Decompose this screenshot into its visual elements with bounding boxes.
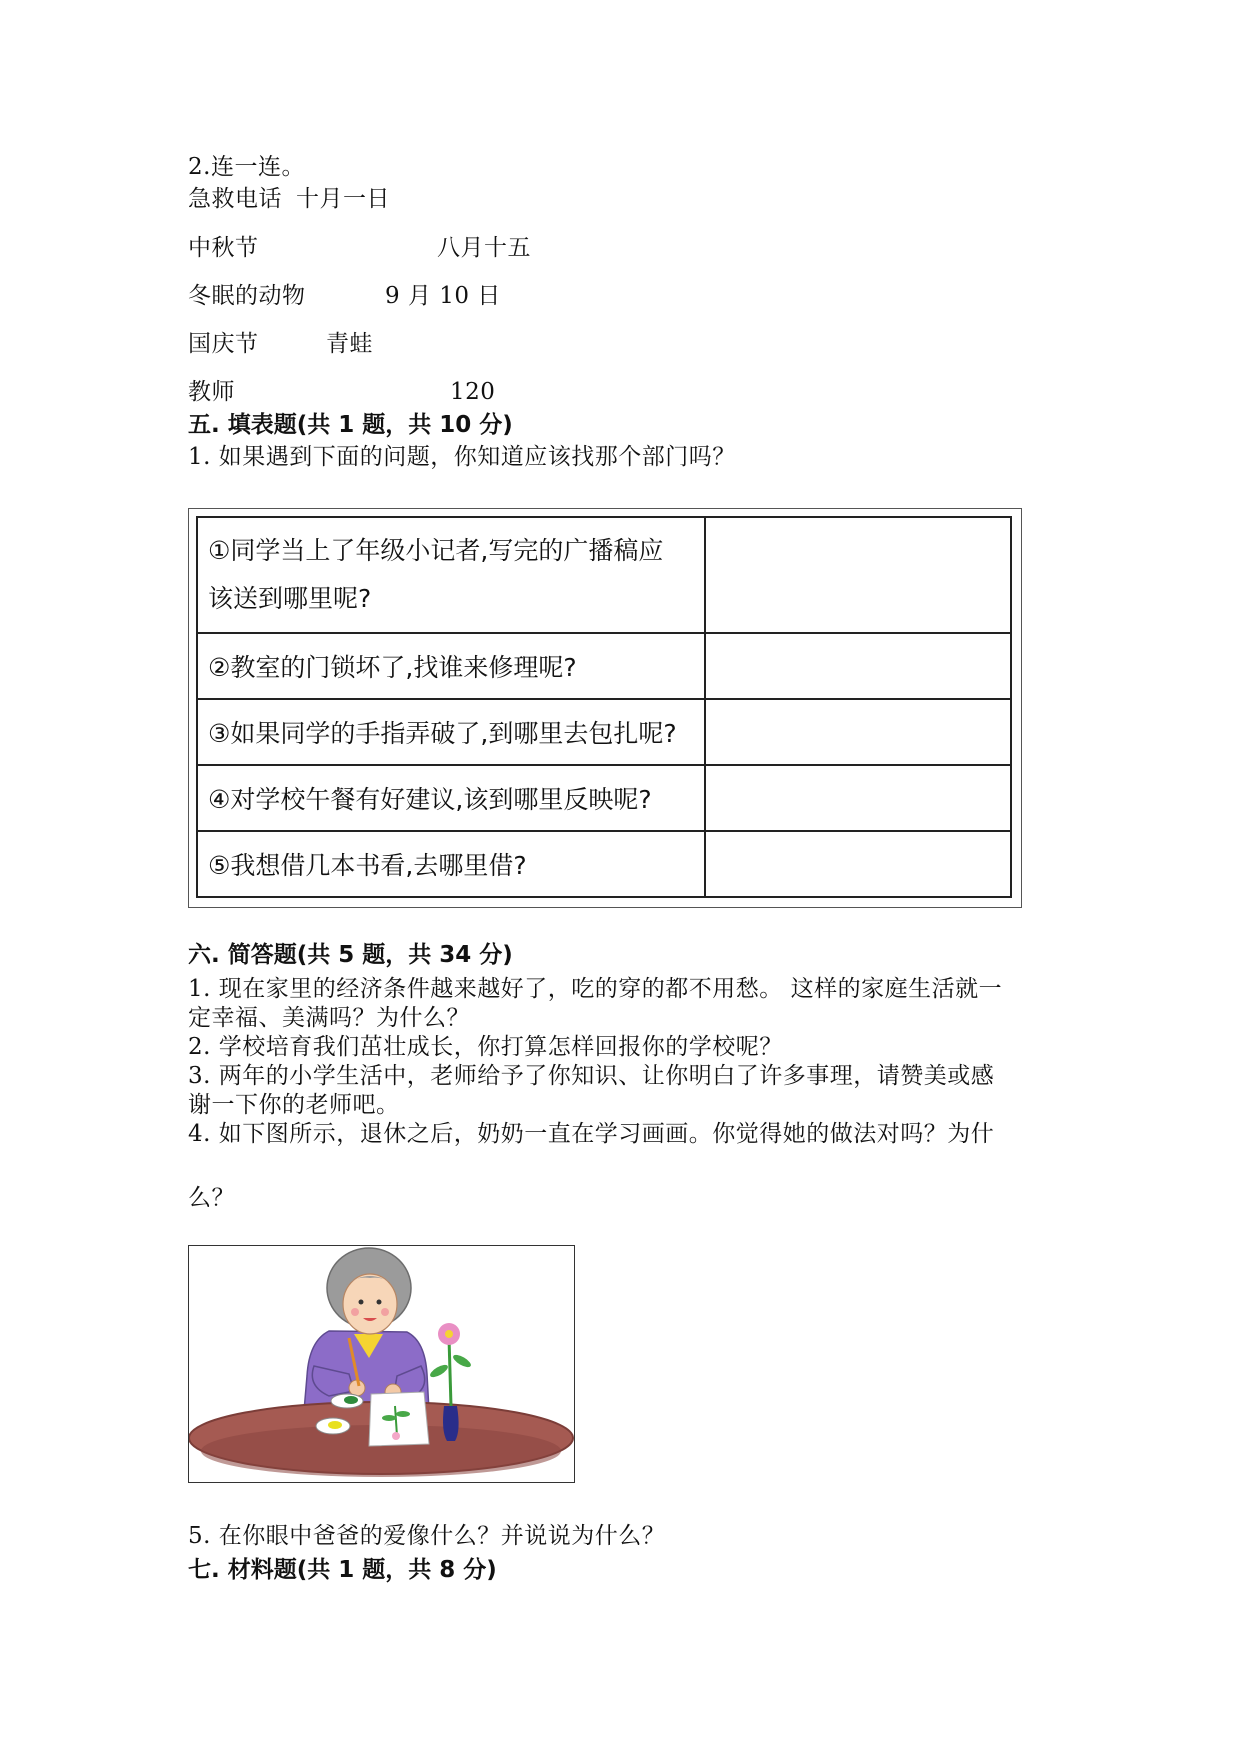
match-right-1: 十月一日 <box>296 186 390 212</box>
question-6-3-line-2: 谢一下你的老师吧。 <box>188 1092 400 1118</box>
question-5-cell: ⑤我想借几本书看,去哪里借? <box>197 831 705 897</box>
question-4-cell: ④对学校午餐有好建议,该到哪里反映呢? <box>197 765 705 831</box>
table-row <box>197 699 1011 765</box>
question-3-cell: ③如果同学的手指弄破了,到哪里去包扎呢? <box>197 699 705 765</box>
answer-cell-2[interactable] <box>705 633 1011 699</box>
match-left-4: 国庆节 <box>188 331 259 357</box>
question-6-3-line-1: 3. 两年的小学生活中，老师给予了你知识、让你明白了许多事理，请赞美或感 <box>188 1063 995 1089</box>
answer-cell-3[interactable] <box>705 699 1011 765</box>
matching-title: 2.连一连。 <box>188 154 305 180</box>
table-row <box>197 633 1011 699</box>
match-left-1: 急救电话 <box>188 186 282 212</box>
section-7-heading: 七. 材料题(共 1 题，共 8 分) <box>188 1557 497 1583</box>
question-1-line-2: 该送到哪里呢? <box>208 584 372 613</box>
question-6-4-line-2: 么？ <box>188 1185 235 1211</box>
question-6-5: 5. 在你眼中爸爸的爱像什么？并说说为什么？ <box>188 1523 666 1549</box>
table-question-cell <box>197 517 705 633</box>
section-5-question: 1. 如果遇到下面的问题，你知道应该找那个部门吗？ <box>188 444 736 470</box>
match-right-2: 八月十五 <box>437 235 531 261</box>
grandma-painting-image <box>189 1246 574 1482</box>
table-row <box>197 765 1011 831</box>
section-6-heading: 六. 简答题(共 5 题，共 34 分) <box>188 942 513 968</box>
answer-cell-1[interactable] <box>705 517 1011 633</box>
question-1-line-1: ①同学当上了年级小记者,写完的广播稿应 <box>208 536 664 565</box>
match-right-5: 120 <box>450 379 496 405</box>
answer-cell-4[interactable] <box>705 765 1011 831</box>
question-6-4-line-1: 4. 如下图所示，退休之后，奶奶一直在学习画画。你觉得她的做法对吗？为什 <box>188 1121 995 1147</box>
section-5-heading: 五. 填表题(共 1 题，共 10 分) <box>188 412 513 438</box>
department-table <box>196 516 1012 898</box>
table-row <box>197 831 1011 897</box>
question-2-cell: ②教室的门锁坏了,找谁来修理呢? <box>197 633 705 699</box>
match-left-5: 教师 <box>188 379 235 405</box>
match-left-2: 中秋节 <box>188 235 259 261</box>
answer-cell-5[interactable] <box>705 831 1011 897</box>
match-right-4: 青蛙 <box>326 331 373 357</box>
match-right-3: 9 月 10 日 <box>385 283 501 309</box>
match-left-3: 冬眠的动物 <box>188 283 306 309</box>
question-6-2: 2. 学校培育我们茁壮成长，你打算怎样回报你的学校呢？ <box>188 1034 783 1060</box>
question-6-1-line-2: 定幸福、美满吗？为什么？ <box>188 1005 470 1031</box>
grandma-painting-illustration <box>188 1245 575 1483</box>
question-6-1-line-1: 1. 现在家里的经济条件越来越好了，吃的穿的都不用愁。 这样的家庭生活就一 <box>188 976 1003 1002</box>
table-row <box>197 517 1011 633</box>
